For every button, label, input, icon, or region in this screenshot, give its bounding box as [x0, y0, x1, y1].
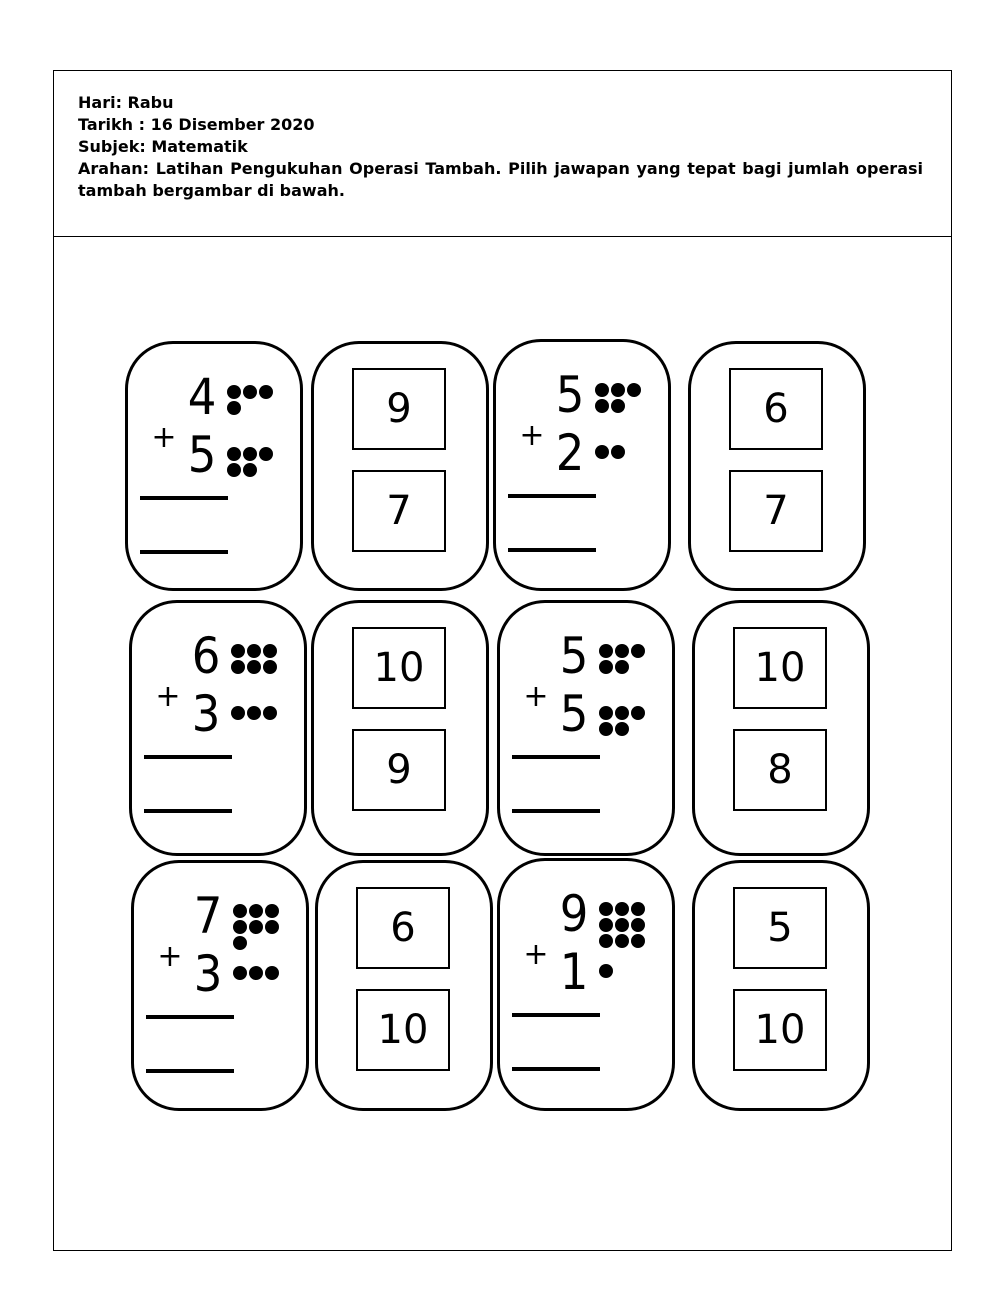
- counting-dot: [599, 964, 613, 978]
- addend-1: 5: [555, 366, 585, 424]
- addend-2: 5: [559, 685, 589, 743]
- answer-card-5: [315, 860, 493, 1111]
- plus-sign: +: [519, 418, 545, 453]
- addend-1: 4: [187, 368, 217, 426]
- answer-choice-box[interactable]: 5: [733, 887, 827, 969]
- counting-dot: [259, 385, 273, 399]
- counting-dot: [247, 706, 261, 720]
- counting-dot: [611, 383, 625, 397]
- counting-dot: [615, 644, 629, 658]
- answer-choice-box[interactable]: 6: [356, 887, 450, 969]
- counting-dot: [233, 966, 247, 980]
- counting-dot: [631, 644, 645, 658]
- plus-sign: +: [523, 937, 549, 972]
- counting-dot: [231, 660, 245, 674]
- counting-dot: [595, 383, 609, 397]
- dot-group-2: [231, 706, 277, 720]
- counting-dot: [599, 644, 613, 658]
- counting-dot: [263, 706, 277, 720]
- answer-choice-box[interactable]: 10: [733, 627, 827, 709]
- counting-dot: [631, 934, 645, 948]
- dot-group-1: [231, 644, 277, 674]
- problem-card-5: [131, 860, 309, 1111]
- problem-card-3: [129, 600, 307, 856]
- dot-group-2: [233, 966, 279, 980]
- counting-dot: [233, 904, 247, 918]
- answer-card-1: [311, 341, 489, 591]
- counting-dot: [615, 902, 629, 916]
- dot-group-2: [595, 445, 625, 459]
- dot-group-1: [595, 383, 641, 413]
- counting-dot: [243, 385, 257, 399]
- answer-choice-box[interactable]: 9: [352, 729, 446, 811]
- counting-dot: [615, 918, 629, 932]
- counting-dot: [263, 644, 277, 658]
- counting-dot: [631, 918, 645, 932]
- date-label: Tarikh : 16 Disember 2020: [78, 115, 315, 134]
- counting-dot: [227, 447, 241, 461]
- counting-dot: [233, 936, 247, 950]
- counting-dot: [231, 644, 245, 658]
- answer-choice-box[interactable]: 9: [352, 368, 446, 450]
- counting-dot: [249, 920, 263, 934]
- counting-dot: [231, 706, 245, 720]
- plus-sign: +: [151, 420, 177, 455]
- counting-dot: [259, 447, 273, 461]
- answer-card-6: [692, 860, 870, 1111]
- counting-dot: [611, 445, 625, 459]
- addend-2: 1: [559, 943, 589, 1001]
- addend-1: 6: [191, 627, 221, 685]
- answer-choice-box[interactable]: 7: [352, 470, 446, 552]
- counting-dot: [631, 902, 645, 916]
- dot-group-1: [599, 902, 645, 948]
- problem-card-2: [493, 339, 671, 591]
- counting-dot: [599, 918, 613, 932]
- counting-dot: [243, 463, 257, 477]
- counting-dot: [243, 447, 257, 461]
- counting-dot: [265, 966, 279, 980]
- answer-card-3: [311, 600, 489, 856]
- counting-dot: [627, 383, 641, 397]
- answer-choice-box[interactable]: 10: [352, 627, 446, 709]
- counting-dot: [631, 706, 645, 720]
- answer-choice-box[interactable]: 10: [356, 989, 450, 1071]
- addend-1: 7: [193, 887, 223, 945]
- counting-dot: [595, 399, 609, 413]
- counting-dot: [249, 966, 263, 980]
- addend-2: 2: [555, 424, 585, 482]
- counting-dot: [599, 706, 613, 720]
- plus-sign: +: [157, 939, 183, 974]
- counting-dot: [227, 401, 241, 415]
- addend-2: 3: [193, 945, 223, 1003]
- addend-2: 5: [187, 426, 217, 484]
- problem-card-4: [497, 600, 675, 856]
- answer-choice-box[interactable]: 10: [733, 989, 827, 1071]
- dot-group-1: [233, 904, 279, 950]
- counting-dot: [233, 920, 247, 934]
- counting-dot: [227, 463, 241, 477]
- instruction-text: Arahan: Latihan Pengukuhan Operasi Tambah. Pilih jawapan yang tepat bagi jumlah operasi tambah bergambar di bawah.: [78, 159, 923, 200]
- answer-choice-box[interactable]: 8: [733, 729, 827, 811]
- counting-dot: [599, 722, 613, 736]
- answer-card-4: [692, 600, 870, 856]
- counting-dot: [249, 904, 263, 918]
- day-label: Hari: Rabu: [78, 93, 174, 112]
- counting-dot: [599, 660, 613, 674]
- counting-dot: [263, 660, 277, 674]
- counting-dot: [227, 385, 241, 399]
- counting-dot: [615, 706, 629, 720]
- dot-group-2: [599, 964, 613, 978]
- dot-group-1: [599, 644, 645, 674]
- addend-1: 5: [559, 627, 589, 685]
- answer-choice-box[interactable]: 6: [729, 368, 823, 450]
- addend-2: 3: [191, 685, 221, 743]
- counting-dot: [615, 934, 629, 948]
- counting-dot: [265, 904, 279, 918]
- plus-sign: +: [523, 679, 549, 714]
- addend-1: 9: [559, 885, 589, 943]
- counting-dot: [247, 660, 261, 674]
- counting-dot: [599, 934, 613, 948]
- subject-label: Subjek: Matematik: [78, 137, 248, 156]
- dot-group-2: [227, 447, 273, 477]
- counting-dot: [615, 660, 629, 674]
- counting-dot: [599, 902, 613, 916]
- answer-card-2: [688, 341, 866, 591]
- plus-sign: +: [155, 679, 181, 714]
- counting-dot: [595, 445, 609, 459]
- problem-card-1: [125, 341, 303, 591]
- counting-dot: [265, 920, 279, 934]
- answer-choice-box[interactable]: 7: [729, 470, 823, 552]
- dot-group-1: [227, 385, 273, 415]
- dot-group-2: [599, 706, 645, 736]
- counting-dot: [611, 399, 625, 413]
- counting-dot: [247, 644, 261, 658]
- problem-card-6: [497, 858, 675, 1111]
- worksheet-header: [54, 71, 951, 237]
- counting-dot: [615, 722, 629, 736]
